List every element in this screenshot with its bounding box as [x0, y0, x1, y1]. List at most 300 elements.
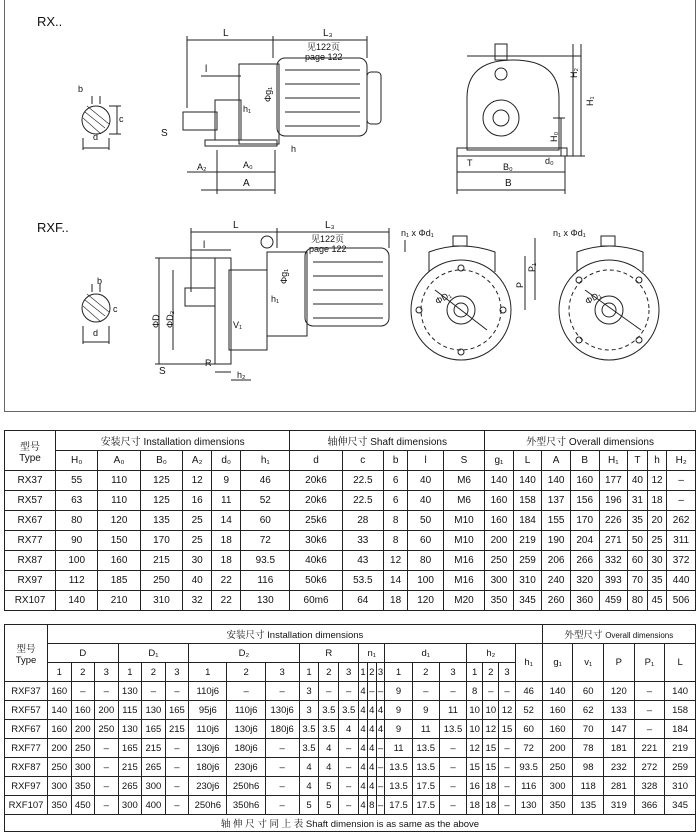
- table-cell: 10: [467, 701, 483, 720]
- table-cell: 3.5: [319, 701, 339, 720]
- table-row: [5, 491, 696, 511]
- table-cell: 15: [467, 758, 483, 777]
- table-cell: 219: [665, 739, 696, 758]
- sub-header-3: R: [299, 644, 359, 663]
- table-cell: 8: [383, 511, 407, 531]
- table-cell: 60: [628, 551, 648, 571]
- table-cell: 28: [342, 511, 383, 531]
- table-cell: 135: [140, 511, 182, 531]
- sub-header-11: P₁: [634, 644, 665, 682]
- table-cell: 130: [515, 796, 542, 815]
- label-b: b: [78, 84, 84, 94]
- table-cell: 320: [570, 571, 599, 591]
- table-cell: 350: [48, 796, 72, 815]
- rxf-shaft-section: [82, 276, 118, 344]
- table-cell: 160: [98, 551, 140, 571]
- table-cell: 64: [342, 591, 383, 611]
- table-cell: 170: [570, 511, 599, 531]
- table-cell: 20: [647, 511, 667, 531]
- table-cell: 210: [98, 591, 140, 611]
- label-d0: d₀: [545, 156, 554, 166]
- sub-number-3-2: 3: [339, 663, 359, 682]
- table-cell: 450: [71, 796, 95, 815]
- row-model-cell: RX97: [5, 571, 56, 591]
- sub-header-9: v₁: [573, 644, 604, 682]
- table-cell: –: [265, 796, 299, 815]
- table-cell: M16: [443, 551, 484, 571]
- table-cell: 116: [515, 777, 542, 796]
- table-cell: 125: [140, 471, 182, 491]
- table-cell: 250: [71, 739, 95, 758]
- row-model-cell: RXF77: [5, 739, 48, 758]
- table-cell: 4: [359, 758, 368, 777]
- overall-group-en: Overall dimensions: [605, 631, 674, 640]
- table-cell: 55: [56, 471, 98, 491]
- table-cell: 130: [118, 720, 142, 739]
- table-cell: –: [165, 758, 189, 777]
- table-cell: 319: [604, 796, 635, 815]
- table-cell: 80: [408, 551, 444, 571]
- table-cell: 72: [515, 739, 542, 758]
- install-group-header-2: 安装尺寸 Installation dimensions: [48, 625, 543, 644]
- table-cell: 130j6: [265, 701, 299, 720]
- table-cell: 140: [665, 682, 696, 701]
- technical-drawing-panel: [4, 0, 696, 412]
- table-cell: –: [339, 777, 359, 796]
- table-cell: 16: [183, 491, 212, 511]
- table-cell: 118: [573, 777, 604, 796]
- table-cell: 328: [634, 777, 665, 796]
- table-cell: 22: [212, 591, 241, 611]
- table-cell: 184: [513, 511, 542, 531]
- table-cell: –: [339, 758, 359, 777]
- table-cell: –: [439, 758, 466, 777]
- overall-group-header: 外型尺寸 Overall dimensions: [485, 431, 696, 451]
- table-cell: 98: [573, 758, 604, 777]
- table-row: [5, 531, 696, 551]
- table-cell: 219: [513, 531, 542, 551]
- table-cell: 17.5: [412, 796, 439, 815]
- table-cell: 10: [467, 720, 483, 739]
- table-cell: 120: [408, 591, 444, 611]
- label-b-rxf: b: [97, 276, 103, 286]
- column-header-17: h: [647, 451, 667, 471]
- label-D2: ΦD₂: [165, 310, 175, 328]
- sub-header-5: d₁: [385, 644, 467, 663]
- table-cell: 4: [299, 758, 319, 777]
- table-cell: 110j6: [227, 701, 265, 720]
- table-cell: 93.5: [241, 551, 290, 571]
- table-cell: M6: [443, 471, 484, 491]
- table-row: [5, 701, 696, 720]
- table-cell: 180j6: [265, 720, 299, 739]
- table-cell: 250h6: [227, 777, 265, 796]
- table-cell: 60: [515, 720, 542, 739]
- table-cell: M16: [443, 571, 484, 591]
- table-cell: 4: [367, 720, 376, 739]
- table-cell: 120: [98, 511, 140, 531]
- table-cell: 8: [367, 796, 376, 815]
- table-cell: 46: [515, 682, 542, 701]
- table-cell: 160: [542, 720, 573, 739]
- table-cell: 158: [513, 491, 542, 511]
- table-cell: 78: [573, 739, 604, 758]
- sub-header-4: n₁: [359, 644, 385, 663]
- sub-header-8: g₁: [542, 644, 573, 682]
- table-cell: 14: [383, 571, 407, 591]
- table-cell: 4: [376, 720, 385, 739]
- table-cell: 90: [56, 531, 98, 551]
- table-cell: –: [339, 739, 359, 758]
- label-h1: h₁: [243, 104, 252, 114]
- row-model-cell: RX87: [5, 551, 56, 571]
- table-cell: 300: [118, 796, 142, 815]
- label-n1d1-1: n₁ x Φd₁: [401, 228, 434, 238]
- table-cell: –: [265, 739, 299, 758]
- table-cell: –: [499, 682, 515, 701]
- table-cell: 100: [408, 571, 444, 591]
- label-B: B: [505, 178, 512, 189]
- table-row: [5, 796, 696, 815]
- table-cell: 115: [118, 701, 142, 720]
- table-cell: 310: [513, 571, 542, 591]
- label-R: R: [205, 358, 212, 368]
- table-cell: 226: [599, 511, 628, 531]
- table-cell: 18: [467, 796, 483, 815]
- table-cell: 372: [667, 551, 696, 571]
- table-cell: 4: [367, 701, 376, 720]
- label-T: T: [467, 158, 473, 168]
- table-cell: 265: [142, 758, 166, 777]
- table-cell: 140: [48, 701, 72, 720]
- table-cell: 10: [483, 701, 499, 720]
- table-cell: 170: [140, 531, 182, 551]
- label-D: ΦD: [151, 314, 161, 328]
- table-cell: 25: [647, 531, 667, 551]
- table-cell: 147: [604, 720, 635, 739]
- label-page-en-rxf: page 122: [309, 244, 347, 254]
- label-h: h: [291, 144, 297, 154]
- column-header-16: T: [628, 451, 648, 471]
- table-cell: 271: [599, 531, 628, 551]
- table-cell: 300: [48, 777, 72, 796]
- table-cell: 13.5: [385, 777, 412, 796]
- row-model-cell: RX37: [5, 471, 56, 491]
- table-cell: 196: [599, 491, 628, 511]
- sub-number-6-1: 2: [483, 663, 499, 682]
- table-cell: 20k6: [290, 471, 342, 491]
- sub-number-1-0: 1: [118, 663, 142, 682]
- sub-number-0-2: 3: [95, 663, 119, 682]
- table-cell: 53.5: [342, 571, 383, 591]
- table-cell: 165: [142, 720, 166, 739]
- table-cell: 11: [385, 739, 412, 758]
- row-model-cell: RX57: [5, 491, 56, 511]
- table-cell: –: [339, 796, 359, 815]
- table-cell: 266: [570, 551, 599, 571]
- column-header-4: d₀: [212, 451, 241, 471]
- sub-number-5-0: 1: [385, 663, 412, 682]
- column-header-7: c: [342, 451, 383, 471]
- table-cell: 32: [183, 591, 212, 611]
- table-cell: –: [95, 682, 119, 701]
- table-cell: 4: [299, 777, 319, 796]
- table-cell: –: [142, 682, 166, 701]
- table-cell: 160: [485, 491, 514, 511]
- sub-header-0: D: [48, 644, 119, 663]
- column-header-3: A₂: [183, 451, 212, 471]
- table-cell: 393: [599, 571, 628, 591]
- table-cell: 46: [241, 471, 290, 491]
- label-L: L: [223, 28, 229, 39]
- table-cell: 6: [383, 471, 407, 491]
- table-row: [5, 758, 696, 777]
- table-cell: 12: [499, 701, 515, 720]
- table-cell: 3.5: [319, 720, 339, 739]
- table-cell: 4: [376, 701, 385, 720]
- table-cell: –: [265, 682, 299, 701]
- table-cell: 345: [665, 796, 696, 815]
- table-cell: M10: [443, 511, 484, 531]
- table-cell: 300: [71, 758, 95, 777]
- table-row: [5, 571, 696, 591]
- label-H2: H₂: [569, 68, 579, 78]
- column-header-13: A: [542, 451, 571, 471]
- table-row: [5, 511, 696, 531]
- table-cell: 4: [359, 739, 368, 758]
- table-cell: 110: [98, 491, 140, 511]
- row-model-cell: RXF57: [5, 701, 48, 720]
- table-cell: 11: [439, 701, 466, 720]
- column-header-12: L: [513, 451, 542, 471]
- row-model-cell: RXF97: [5, 777, 48, 796]
- sub-number-4-1: 2: [367, 663, 376, 682]
- table-cell: 40: [408, 471, 444, 491]
- table-cell: 200: [542, 739, 573, 758]
- table-cell: 18: [212, 551, 241, 571]
- sub-number-2-2: 3: [265, 663, 299, 682]
- table-cell: –: [165, 796, 189, 815]
- label-h1-rxf: h₁: [271, 294, 280, 304]
- table-cell: 50: [628, 531, 648, 551]
- row-model-cell: RXF37: [5, 682, 48, 701]
- table-cell: 110j6: [189, 720, 227, 739]
- label-D1-1: ΦD₁: [433, 289, 453, 307]
- table-cell: M6: [443, 491, 484, 511]
- table-cell: 4: [359, 777, 368, 796]
- label-A2: A₂: [197, 162, 207, 172]
- model-header-cn: 型号: [20, 441, 40, 453]
- table-row: [5, 739, 696, 758]
- table-cell: 185: [98, 571, 140, 591]
- table-cell: –: [412, 682, 439, 701]
- table-cell: 221: [634, 739, 665, 758]
- install-group-header: 安装尺寸 Installation dimensions: [56, 431, 290, 451]
- table-row: [5, 471, 696, 491]
- table-cell: –: [71, 682, 95, 701]
- table-cell: 360: [570, 591, 599, 611]
- table-cell: 40: [183, 571, 212, 591]
- sub-header-12: L: [665, 644, 696, 682]
- table-cell: 160: [48, 682, 72, 701]
- table-cell: 506: [667, 591, 696, 611]
- table-cell: –: [95, 739, 119, 758]
- table-cell: 30: [183, 551, 212, 571]
- label-L3-rxf: L₃: [325, 220, 335, 231]
- rx-shaft-section: [78, 84, 124, 150]
- table-cell: 22: [212, 571, 241, 591]
- sub-number-5-1: 2: [412, 663, 439, 682]
- table-cell: 22.5: [342, 491, 383, 511]
- column-header-9: l: [408, 451, 444, 471]
- label-P1: P₁: [527, 262, 537, 272]
- table-cell: 40k6: [290, 551, 342, 571]
- table-row: [5, 682, 696, 701]
- model-header-en: Type: [19, 452, 41, 464]
- table-cell: 50k6: [290, 571, 342, 591]
- table-cell: 184: [665, 720, 696, 739]
- table-cell: 177: [599, 471, 628, 491]
- label-d: d: [93, 132, 99, 142]
- table-row: [5, 551, 696, 571]
- table-cell: 3.5: [299, 720, 319, 739]
- table-cell: 4: [367, 758, 376, 777]
- table-cell: 165: [165, 701, 189, 720]
- table-footer-note: 轴 伸 尺 寸 同 上 表 Shaft dimension is as same as the above: [5, 815, 696, 832]
- label-h2: h₂: [237, 370, 246, 380]
- table-cell: –: [95, 758, 119, 777]
- label-P: P: [515, 281, 525, 288]
- table-cell: 93.5: [515, 758, 542, 777]
- table-cell: 160: [48, 720, 72, 739]
- table-cell: –: [439, 777, 466, 796]
- table-cell: 215: [165, 720, 189, 739]
- table-cell: 60: [573, 682, 604, 701]
- table-cell: 50: [408, 511, 444, 531]
- table-cell: 200: [95, 701, 119, 720]
- table-cell: 400: [142, 796, 166, 815]
- row-model-cell: RX77: [5, 531, 56, 551]
- table-cell: 18: [647, 491, 667, 511]
- table-cell: 70: [628, 571, 648, 591]
- dimension-drawings: [5, 0, 697, 412]
- table-cell: –: [95, 796, 119, 815]
- rxf-flange-view-1: [401, 228, 537, 360]
- label-A0: A₀: [243, 160, 253, 170]
- rx-front-view: [457, 44, 595, 194]
- label-H1: H₁: [585, 96, 595, 106]
- table-cell: 350: [542, 796, 573, 815]
- table-cell: 18: [383, 591, 407, 611]
- table-cell: 206: [542, 551, 571, 571]
- table-cell: 440: [667, 571, 696, 591]
- table-cell: 13.5: [412, 758, 439, 777]
- overall-group-header-2: [542, 625, 695, 644]
- table-cell: 366: [634, 796, 665, 815]
- table-cell: 230j6: [189, 777, 227, 796]
- table-cell: 14: [212, 511, 241, 531]
- table-cell: 40: [628, 471, 648, 491]
- row-model-cell: RX67: [5, 511, 56, 531]
- table-cell: 12: [183, 471, 212, 491]
- table-cell: 125: [140, 491, 182, 511]
- table-cell: 13.5: [412, 739, 439, 758]
- label-A: A: [243, 178, 250, 189]
- table-cell: 4: [367, 777, 376, 796]
- table-cell: 30: [647, 551, 667, 571]
- sub-number-4-2: 3: [376, 663, 385, 682]
- table-cell: 3.5: [339, 701, 359, 720]
- table-cell: 6: [383, 491, 407, 511]
- table-cell: 215: [118, 758, 142, 777]
- sub-number-2-1: 2: [227, 663, 265, 682]
- table-cell: 272: [634, 758, 665, 777]
- rxf-dimensions-table: [4, 624, 696, 832]
- table-cell: 250h6: [189, 796, 227, 815]
- table-cell: 9: [385, 701, 412, 720]
- table-cell: 133: [604, 701, 635, 720]
- table-cell: 30k6: [290, 531, 342, 551]
- table-cell: 70: [573, 720, 604, 739]
- table-cell: 260: [542, 591, 571, 611]
- table-cell: 215: [142, 739, 166, 758]
- sub-number-4-0: 1: [359, 663, 368, 682]
- table-cell: 9: [412, 701, 439, 720]
- table-cell: 60: [241, 511, 290, 531]
- table-cell: 63: [56, 491, 98, 511]
- table-cell: 350h6: [227, 796, 265, 815]
- table-cell: 4: [359, 701, 368, 720]
- table-cell: 310: [665, 777, 696, 796]
- table-cell: 300: [142, 777, 166, 796]
- rxf-flange-view-2: [553, 228, 659, 360]
- table-cell: –: [367, 682, 376, 701]
- label-g1-rxf: Φg₁: [279, 268, 289, 284]
- table-cell: 250: [48, 758, 72, 777]
- table-cell: 190: [542, 531, 571, 551]
- table-cell: 15: [499, 720, 515, 739]
- table-cell: –: [439, 796, 466, 815]
- table-cell: 33: [342, 531, 383, 551]
- table-row: [5, 777, 696, 796]
- table-cell: 9: [212, 471, 241, 491]
- table-cell: 140: [542, 682, 573, 701]
- table-cell: M10: [443, 531, 484, 551]
- table-cell: –: [376, 682, 385, 701]
- table-cell: –: [634, 701, 665, 720]
- table-cell: –: [439, 739, 466, 758]
- table-cell: 35: [647, 571, 667, 591]
- table-cell: 262: [667, 511, 696, 531]
- table-cell: 332: [599, 551, 628, 571]
- table-cell: –: [376, 796, 385, 815]
- label-l-rxf: l: [203, 240, 206, 251]
- table-cell: –: [165, 739, 189, 758]
- table-cell: –: [165, 777, 189, 796]
- sub-number-1-2: 3: [165, 663, 189, 682]
- label-S-rxf: S: [159, 366, 166, 377]
- table-cell: 130j6: [227, 720, 265, 739]
- table-cell: 230j6: [227, 758, 265, 777]
- table-cell: 350: [485, 591, 514, 611]
- sub-header-row: [5, 644, 696, 663]
- table-cell: 180j6: [189, 758, 227, 777]
- table-cell: 18: [212, 531, 241, 551]
- sub-number-5-2: 3: [439, 663, 466, 682]
- table-cell: 110j6: [189, 682, 227, 701]
- table-cell: 4: [367, 739, 376, 758]
- table-cell: 158: [665, 701, 696, 720]
